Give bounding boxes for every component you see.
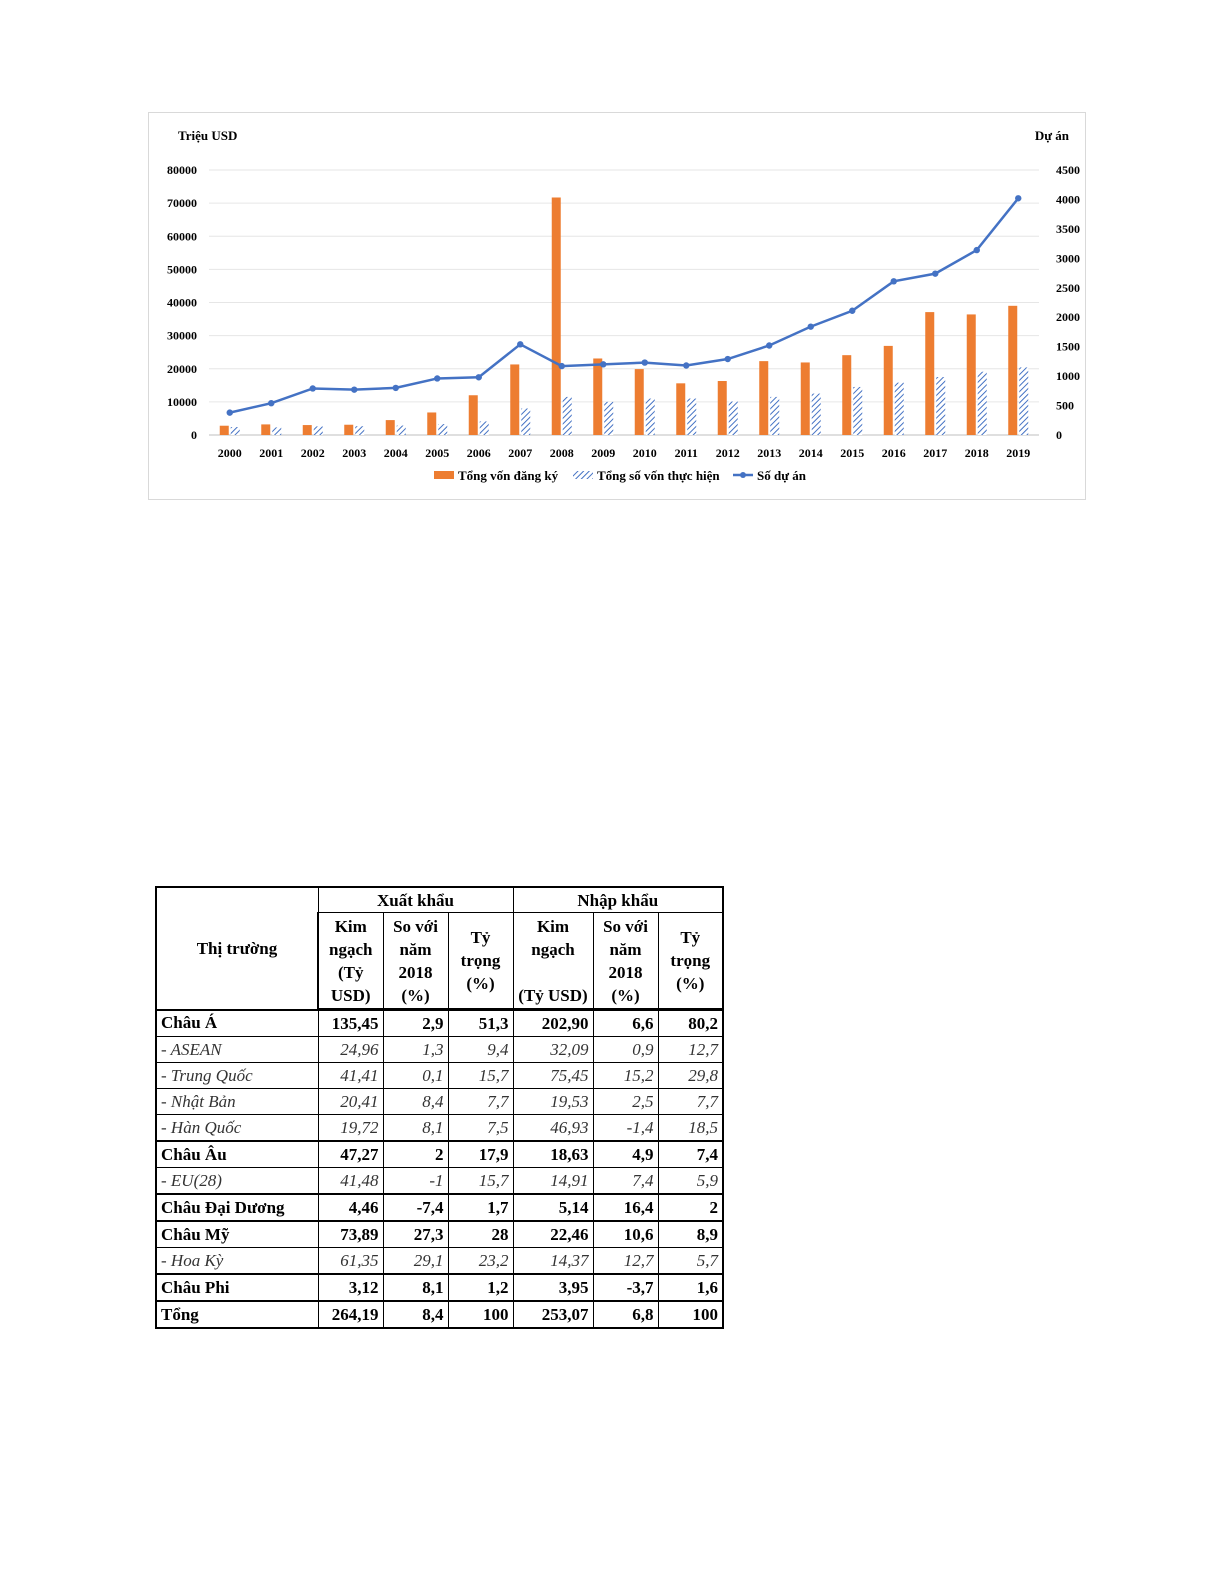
line-point (476, 374, 482, 380)
value-cell: 8,9 (658, 1221, 723, 1248)
bar-implemented-capital (231, 427, 240, 435)
value-cell: 8,4 (383, 1301, 448, 1328)
x-tick-label: 2009 (591, 446, 616, 460)
line-point (849, 308, 855, 314)
value-cell: 14,37 (513, 1248, 593, 1275)
line-point (766, 342, 772, 348)
value-cell: 29,1 (383, 1248, 448, 1275)
line-point (725, 356, 731, 362)
line-point (1015, 195, 1021, 201)
value-cell: 12,7 (593, 1248, 658, 1275)
value-cell: 100 (658, 1301, 723, 1328)
header-line: Tỷ (680, 928, 701, 947)
value-cell: 1,7 (448, 1194, 513, 1221)
fdi-chart-svg (149, 113, 1087, 501)
x-tick-label: 2006 (466, 446, 491, 460)
header-line: (Tỷ (338, 962, 364, 982)
market-name-cell: - Hàn Quốc (156, 1115, 318, 1142)
header-line: Kim (334, 916, 367, 936)
bar-registered-capital (344, 425, 353, 435)
value-cell: 0,9 (593, 1037, 658, 1063)
header-line: (%) (401, 985, 430, 1005)
bar-registered-capital (261, 424, 270, 435)
header-line: So với (393, 916, 438, 936)
subcolumn-header (513, 913, 593, 1010)
market-name-cell: - Nhật Bản (156, 1089, 318, 1115)
value-cell: 75,45 (513, 1063, 593, 1089)
value-cell: 7,4 (593, 1168, 658, 1195)
value-cell: 7,4 (658, 1141, 723, 1168)
x-tick-label: 2014 (798, 446, 823, 460)
market-name-cell: - ASEAN (156, 1037, 318, 1063)
header-line: ngạch (531, 939, 575, 959)
value-cell: 1,2 (448, 1274, 513, 1301)
header-line: So với (603, 916, 648, 936)
header-line: (%) (466, 974, 495, 993)
y2-tick-label: 1500 (1056, 339, 1080, 354)
bar-implemented-capital (978, 372, 987, 435)
line-point (808, 323, 814, 329)
bar-registered-capital (220, 426, 229, 435)
y2-tick-label: 3000 (1056, 251, 1080, 266)
bar-implemented-capital (646, 399, 655, 435)
value-cell: 16,4 (593, 1194, 658, 1221)
bar-registered-capital (469, 395, 478, 435)
value-cell: 2,5 (593, 1089, 658, 1115)
bar-registered-capital (552, 197, 561, 435)
bar-implemented-capital (314, 426, 323, 435)
value-cell: 9,4 (448, 1037, 513, 1063)
value-cell: 4,9 (593, 1141, 658, 1168)
line-point (434, 375, 440, 381)
value-cell: -1,4 (593, 1115, 658, 1142)
bar-registered-capital (884, 346, 893, 435)
line-point (642, 359, 648, 365)
value-cell: 22,46 (513, 1221, 593, 1248)
value-cell: 28 (448, 1221, 513, 1248)
table-row (156, 1194, 723, 1221)
table-row (156, 1010, 723, 1037)
value-cell: 46,93 (513, 1115, 593, 1142)
bar-registered-capital (303, 425, 312, 435)
y-tick-label: 20000 (167, 361, 197, 376)
value-cell: 2 (658, 1194, 723, 1221)
subcolumn-header (383, 913, 448, 1010)
x-tick-label: 2012 (715, 446, 740, 460)
table-row (156, 1274, 723, 1301)
header-line: (%) (676, 974, 705, 993)
value-cell: 2,9 (383, 1010, 448, 1037)
value-cell: 135,45 (318, 1010, 383, 1037)
value-cell: 19,53 (513, 1089, 593, 1115)
y-tick-label: 80000 (167, 163, 197, 177)
value-cell: 15,7 (448, 1168, 513, 1195)
bar-implemented-capital (355, 426, 364, 435)
x-tick-label: 2001 (259, 446, 284, 460)
value-cell: -7,4 (383, 1194, 448, 1221)
market-name-cell: - Hoa Kỳ (156, 1248, 318, 1275)
market-column-header: Thị trường (156, 887, 318, 1010)
bar-implemented-capital (438, 424, 447, 435)
table-row (156, 1168, 723, 1195)
bar-implemented-capital (729, 402, 738, 435)
x-tick-label: 2011 (674, 446, 698, 460)
market-name-cell: Tổng (156, 1301, 318, 1328)
legend-swatch-implemented (573, 471, 593, 479)
table-row (156, 1037, 723, 1063)
y-tick-label: 40000 (167, 295, 197, 310)
x-tick-label: 2005 (425, 446, 450, 460)
bar-implemented-capital (895, 383, 904, 435)
bar-implemented-capital (480, 421, 489, 435)
x-tick-label: 2008 (549, 446, 574, 460)
x-tick-label: 2016 (881, 446, 906, 460)
value-cell: 51,3 (448, 1010, 513, 1037)
value-cell: 0,1 (383, 1063, 448, 1089)
market-name-cell: Châu Âu (156, 1141, 318, 1168)
header-line: 2018 (398, 962, 433, 982)
value-cell: 41,41 (318, 1063, 383, 1089)
bar-implemented-capital (687, 399, 696, 435)
value-cell: 1,6 (658, 1274, 723, 1301)
value-cell: 4,46 (318, 1194, 383, 1221)
market-name-cell: Châu Mỹ (156, 1221, 318, 1248)
x-tick-label: 2003 (342, 446, 367, 460)
value-cell: 27,3 (383, 1221, 448, 1248)
header-line: USD) (330, 985, 371, 1005)
y-tick-label: 30000 (167, 328, 197, 343)
value-cell: 80,2 (658, 1010, 723, 1037)
line-point (310, 385, 316, 391)
market-name-cell: Châu Á (156, 1010, 318, 1037)
x-tick-label: 2010 (632, 446, 657, 460)
bar-implemented-capital (521, 409, 530, 436)
header-line: trọng (670, 951, 711, 970)
value-cell: 19,72 (318, 1115, 383, 1142)
y2-tick-label: 4500 (1056, 163, 1080, 177)
bar-registered-capital (676, 383, 685, 435)
bar-implemented-capital (563, 397, 572, 435)
value-cell: -3,7 (593, 1274, 658, 1301)
export-group-header: Xuất khẩu (318, 887, 513, 913)
line-point (517, 341, 523, 347)
bar-registered-capital (386, 420, 395, 435)
value-cell: 5,7 (658, 1248, 723, 1275)
y2-tick-label: 1000 (1056, 369, 1080, 384)
y2-tick-label: 2500 (1056, 280, 1080, 295)
market-name-cell: - EU(28) (156, 1168, 318, 1195)
y-tick-label: 70000 (167, 196, 197, 211)
value-cell: 8,1 (383, 1115, 448, 1142)
line-point (891, 278, 897, 284)
x-tick-label: 2013 (757, 446, 782, 460)
header-line: năm (609, 939, 642, 959)
y-tick-label: 50000 (167, 262, 197, 277)
x-tick-label: 2015 (840, 446, 865, 460)
value-cell: 6,6 (593, 1010, 658, 1037)
table-row (156, 1063, 723, 1089)
market-name-cell: Châu Phi (156, 1274, 318, 1301)
table-row (156, 1301, 723, 1328)
value-cell: 24,96 (318, 1037, 383, 1063)
header-line: Kim (536, 916, 570, 936)
y-tick-label: 10000 (167, 394, 197, 409)
y2-tick-label: 2000 (1056, 310, 1080, 325)
subcolumn-header (593, 913, 658, 1010)
x-tick-label: 2007 (508, 446, 533, 460)
header-line: trọng (460, 951, 501, 970)
bar-registered-capital (759, 361, 768, 435)
trade-by-market-table (155, 886, 724, 1329)
legend-label-registered: Tổng vốn đăng ký (458, 468, 559, 483)
value-cell: 15,2 (593, 1063, 658, 1089)
bar-registered-capital (967, 314, 976, 435)
value-cell: 8,4 (383, 1089, 448, 1115)
value-cell: 61,35 (318, 1248, 383, 1275)
bar-implemented-capital (604, 402, 613, 435)
value-cell: 7,7 (448, 1089, 513, 1115)
value-cell: -1 (383, 1168, 448, 1195)
value-cell: 29,8 (658, 1063, 723, 1089)
bar-registered-capital (801, 362, 810, 435)
line-point (227, 409, 233, 415)
x-tick-label: 2019 (1006, 446, 1031, 460)
value-cell: 15,7 (448, 1063, 513, 1089)
table-row (156, 1248, 723, 1275)
bar-implemented-capital (397, 426, 406, 435)
value-cell: 100 (448, 1301, 513, 1328)
legend-label-projects: Số dự án (757, 468, 806, 483)
y-tick-label: 60000 (167, 229, 197, 244)
value-cell: 7,7 (658, 1089, 723, 1115)
bar-registered-capital (593, 358, 602, 435)
x-tick-label: 2004 (383, 446, 408, 460)
bar-registered-capital (842, 355, 851, 435)
table-row (156, 1115, 723, 1142)
line-point (393, 385, 399, 391)
table-row (156, 1221, 723, 1248)
import-group-header: Nhập khẩu (513, 887, 723, 913)
bar-registered-capital (510, 364, 519, 435)
value-cell: 6,8 (593, 1301, 658, 1328)
value-cell: 10,6 (593, 1221, 658, 1248)
right-axis-unit: Dự án (1034, 128, 1069, 143)
bar-registered-capital (635, 369, 644, 435)
value-cell: 18,5 (658, 1115, 723, 1142)
bar-implemented-capital (770, 397, 779, 435)
value-cell: 8,1 (383, 1274, 448, 1301)
bar-registered-capital (427, 412, 436, 435)
bar-registered-capital (1008, 306, 1017, 435)
line-project-count (230, 198, 1019, 412)
header-line: Tỷ (470, 928, 491, 947)
value-cell: 20,41 (318, 1089, 383, 1115)
line-point (559, 363, 565, 369)
table-row (156, 1141, 723, 1168)
value-cell: 14,91 (513, 1168, 593, 1195)
value-cell: 23,2 (448, 1248, 513, 1275)
header-line: năm (399, 939, 432, 959)
value-cell: 17,9 (448, 1141, 513, 1168)
y2-tick-label: 500 (1056, 398, 1074, 413)
subcolumn-header (448, 913, 513, 1010)
y2-tick-label: 4000 (1056, 192, 1080, 207)
value-cell: 18,63 (513, 1141, 593, 1168)
market-name-cell: - Trung Quốc (156, 1063, 318, 1089)
subcolumn-header (658, 913, 723, 1010)
bar-implemented-capital (812, 394, 821, 435)
line-point (932, 270, 938, 276)
value-cell: 5,14 (513, 1194, 593, 1221)
legend-marker-projects (740, 472, 746, 478)
table-row (156, 1089, 723, 1115)
legend-swatch-registered (434, 471, 454, 479)
y2-tick-label: 3500 (1056, 221, 1080, 236)
bar-implemented-capital (1019, 367, 1028, 435)
x-tick-label: 2000 (217, 446, 242, 460)
value-cell: 47,27 (318, 1141, 383, 1168)
value-cell: 32,09 (513, 1037, 593, 1063)
line-point (351, 386, 357, 392)
y-tick-label: 0 (191, 428, 197, 442)
left-axis-unit: Triệu USD (178, 128, 238, 143)
x-tick-label: 2017 (923, 446, 948, 460)
line-point (974, 247, 980, 253)
value-cell: 12,7 (658, 1037, 723, 1063)
bar-registered-capital (718, 381, 727, 435)
value-cell: 253,07 (513, 1301, 593, 1328)
legend-label-implemented: Tổng số vốn thực hiện (597, 468, 720, 483)
market-name-cell: Châu Đại Dương (156, 1194, 318, 1221)
line-point (268, 400, 274, 406)
value-cell: 73,89 (318, 1221, 383, 1248)
header-line: 2018 (608, 962, 643, 982)
x-tick-label: 2018 (964, 446, 989, 460)
bar-registered-capital (925, 312, 934, 435)
x-tick-label: 2002 (300, 446, 325, 460)
value-cell: 1,3 (383, 1037, 448, 1063)
fdi-chart (148, 112, 1086, 500)
line-point (683, 362, 689, 368)
value-cell: 41,48 (318, 1168, 383, 1195)
header-line: (Tỷ USD) (518, 985, 588, 1005)
y2-tick-label: 0 (1056, 428, 1062, 442)
value-cell: 7,5 (448, 1115, 513, 1142)
subcolumn-header (318, 913, 383, 1010)
value-cell: 202,90 (513, 1010, 593, 1037)
bar-implemented-capital (272, 427, 281, 435)
value-cell: 264,19 (318, 1301, 383, 1328)
line-point (600, 361, 606, 367)
value-cell: 5,9 (658, 1168, 723, 1195)
bar-implemented-capital (853, 387, 862, 435)
bar-implemented-capital (936, 377, 945, 435)
value-cell: 3,95 (513, 1274, 593, 1301)
header-line: ngạch (329, 939, 373, 959)
header-line: (%) (611, 985, 640, 1005)
value-cell: 2 (383, 1141, 448, 1168)
header-line (518, 961, 589, 984)
value-cell: 3,12 (318, 1274, 383, 1301)
